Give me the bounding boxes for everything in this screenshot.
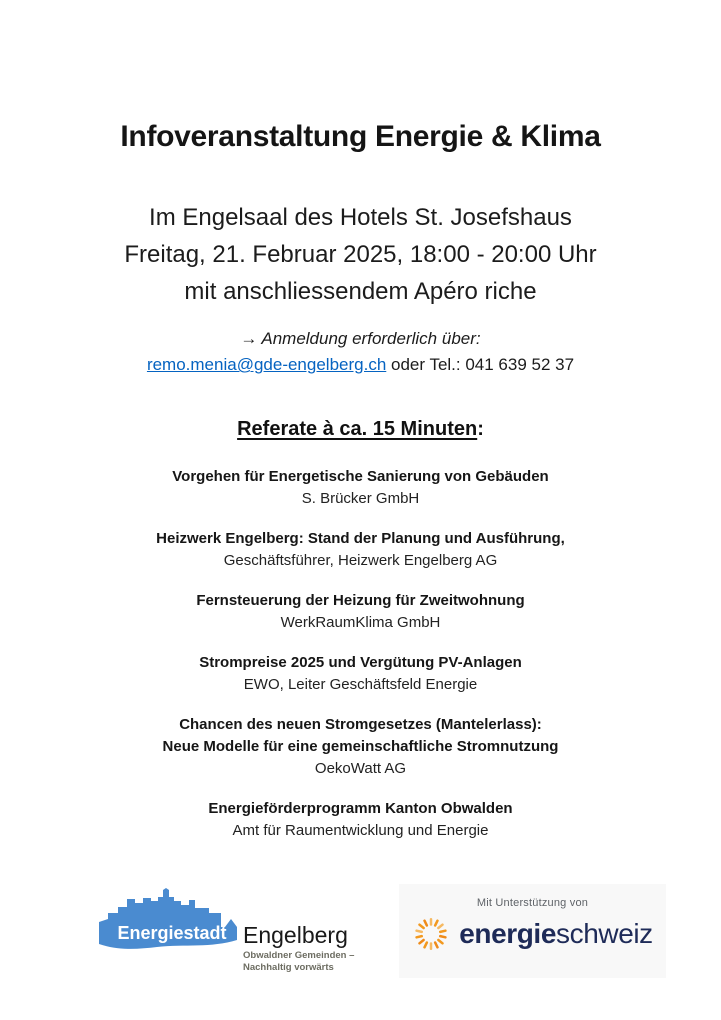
talk-title-line2: Neue Modelle für eine gemeinschaftliche Stromnutzung	[162, 738, 559, 755]
energieschweiz-logo	[399, 884, 666, 978]
registration-contact	[0, 352, 721, 378]
arrow-icon: →	[240, 329, 258, 348]
registration-note	[0, 326, 721, 352]
talks-list	[0, 466, 721, 860]
energiestadt-text-block	[243, 922, 354, 973]
tagline-line1: Obwaldner Gemeinden –	[243, 950, 355, 961]
talk-title: Vorgehen für Energetische Sanierung von Gebäuden	[172, 468, 549, 485]
support-text: Mit Unterstützung von	[476, 897, 589, 909]
talk-title: Heizwerk Engelberg: Stand der Planung und Ausführung,	[156, 530, 565, 547]
talk-title: Strompreise 2025 und Vergütung PV-Anlagen	[199, 654, 522, 671]
energiestadt-logo	[97, 886, 355, 982]
section-heading-colon: :	[477, 418, 484, 440]
brand-regular-part: schweiz	[556, 918, 653, 949]
list-item	[0, 466, 721, 510]
talk-speaker: WerkRaumKlima GmbH	[280, 614, 441, 631]
footer	[0, 878, 721, 988]
talk-speaker: Geschäftsführer, Heizwerk Engelberg AG	[223, 552, 498, 569]
section-heading-text: Referate à ca. 15 Minuten	[237, 418, 478, 440]
talk-speaker: Amt für Raumentwicklung und Energie	[232, 822, 489, 839]
list-item	[0, 652, 721, 696]
tagline-line2: Nachhaltig vorwärts	[243, 961, 334, 973]
registration-block	[0, 326, 721, 378]
phone-text: oder Tel.: 041 639 52 37	[386, 355, 575, 374]
page-title: Infoveranstaltung Energie & Klima	[120, 120, 601, 153]
talk-title: Energieförderprogramm Kanton Obwalden	[208, 800, 513, 817]
talk-speaker: S. Brücker GmbH	[301, 490, 420, 507]
city-skyline-icon	[97, 886, 239, 958]
talk-speaker: OekoWatt AG	[314, 760, 407, 777]
list-item	[0, 714, 721, 780]
svg-text:Energiestadt: Energiestadt	[117, 923, 227, 943]
list-item	[0, 528, 721, 572]
energieschweiz-wordmark	[459, 918, 653, 950]
energieschweiz-brand-row	[412, 915, 653, 953]
talk-title: Fernsteuerung der Heizung für Zweitwohnung	[196, 592, 525, 609]
event-details	[0, 199, 721, 310]
talk-title: Chancen des neuen Stromgesetzes (Mantelerlass):	[179, 716, 542, 733]
list-item	[0, 798, 721, 842]
city-name: Engelberg	[243, 922, 348, 948]
event-location: Im Engelsaal des Hotels St. Josefshaus	[149, 204, 572, 231]
registration-note-text: Anmeldung erforderlich über:	[261, 329, 481, 348]
email-link[interactable]: remo.menia@gde-engelberg.ch	[146, 355, 387, 374]
brand-bold-part: energie	[459, 918, 556, 949]
section-heading	[0, 418, 721, 441]
event-datetime: Freitag, 21. Februar 2025, 18:00 - 20:00 Uhr	[124, 241, 597, 268]
sunburst-icon	[412, 915, 450, 953]
talk-speaker: EWO, Leiter Geschäftsfeld Energie	[243, 676, 478, 693]
event-apero-note: mit anschliessendem Apéro riche	[184, 278, 537, 305]
list-item	[0, 590, 721, 634]
